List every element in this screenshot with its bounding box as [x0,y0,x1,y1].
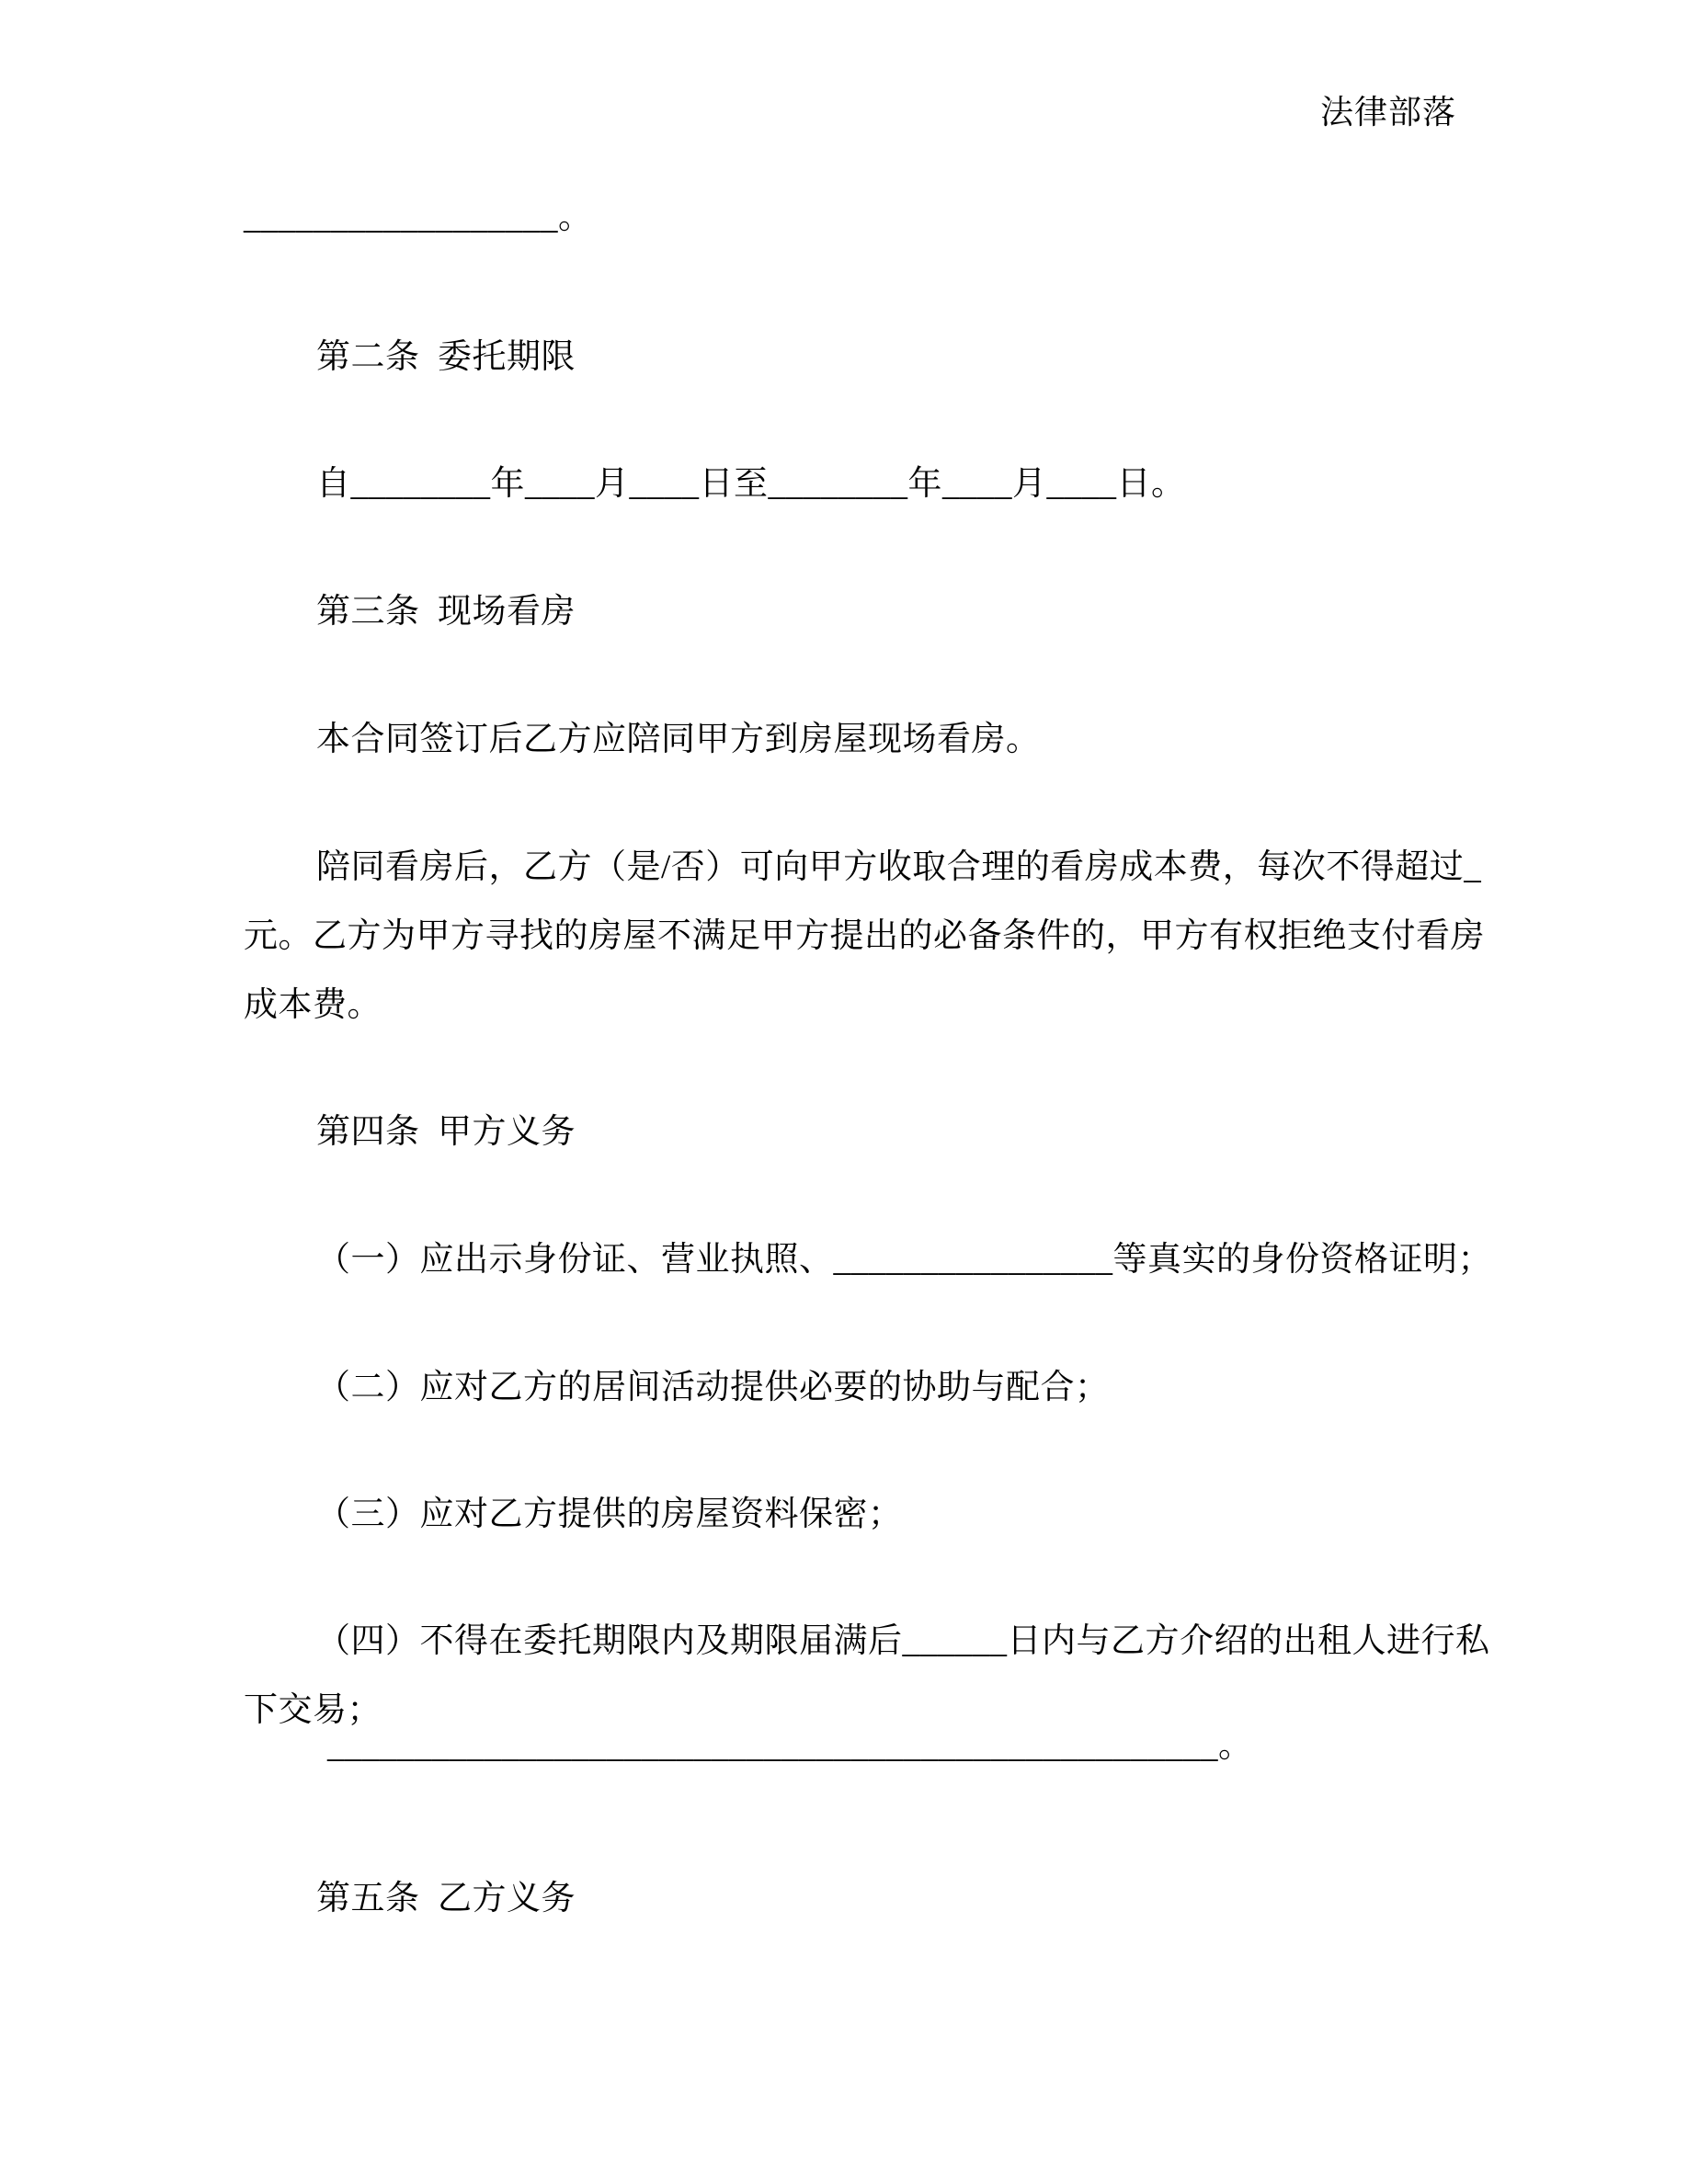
article-4-item-4-line-2: 下交易； [244,1691,382,1729]
article-3-clause-line: 本合同签订后乙方应陪同甲方到房屋现场看房。 [316,721,1041,758]
article-3-heading: 第三条 现场看房 [316,593,576,631]
article-3-fee-clause-line-2: 元。乙方为甲方寻找的房屋不满足甲方提出的必备条件的，甲方有权拒绝支付看房 [244,917,1485,955]
article-3-fee-clause-line-3: 成本费。 [244,986,382,1024]
article-2-heading: 第二条 委托期限 [316,338,576,376]
brand-watermark: 法律部落 [1320,94,1457,131]
article-4-item-3-line: （三）应对乙方提供的房屋资料保密； [316,1496,903,1533]
article-4-heading: 第四条 甲方义务 [316,1113,576,1151]
article-4-item-2-line: （二）应对乙方的居间活动提供必要的协助与配合； [316,1369,1110,1406]
continuation-blank-line: __________________。 [244,199,593,236]
article-2-term-dates-line: 自________年____月____日至________年____月____日。 [316,465,1186,503]
article-4-blank-fill-line: ___________________________________________________。 [327,1727,1253,1765]
article-4-item-4-line-1: （四）不得在委托期限内及期限届满后______日内与乙方介绍的出租人进行私 [316,1622,1490,1660]
article-3-fee-clause-line-1: 陪同看房后，乙方（是/否）可向甲方收取合理的看房成本费，每次不得超过_ [316,848,1482,886]
article-4-item-1-line: （一）应出示身份证、营业执照、________________等真实的身份资格证明； [316,1241,1492,1279]
article-5-heading: 第五条 乙方义务 [316,1880,576,1917]
